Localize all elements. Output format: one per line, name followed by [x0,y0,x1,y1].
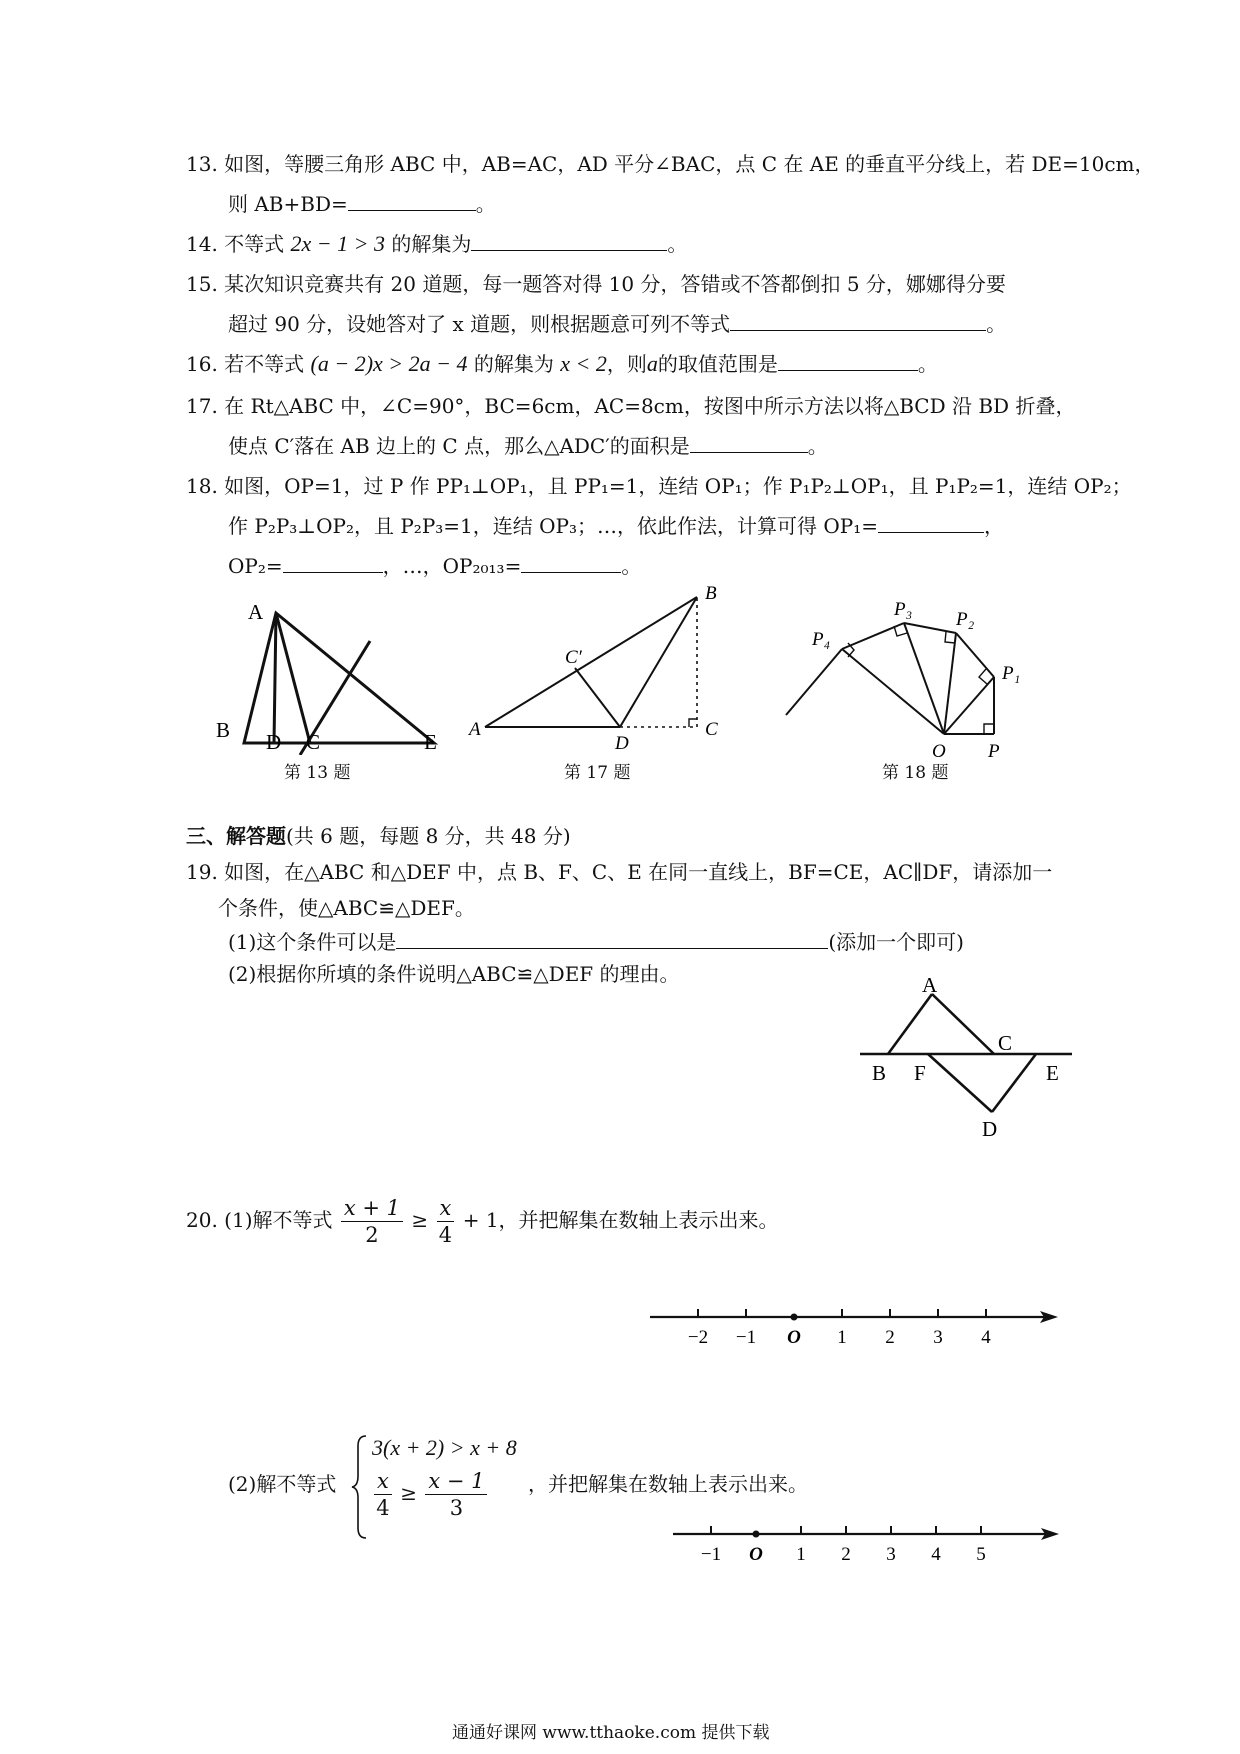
q16-mid2: ，则 [606,352,647,376]
q15-answer-blank[interactable] [730,310,986,331]
fig17-caption: 第 17 题 [564,763,631,783]
q13-text: 则 AB+BD= [228,192,348,216]
q20-frac2-den: 4 [438,1223,453,1247]
q16-expr1: (a − 2)x > 2a − 4 [310,351,468,376]
q16-answer-blank[interactable] [778,350,918,371]
q19-line2: 个条件，使△ABC≌△DEF。 [218,896,475,920]
number-line-1-tick-label: 3 [933,1327,943,1348]
number-line-1-tick-label: 4 [981,1327,991,1348]
section3-desc: (共 6 题，每题 8 分，共 48 分) [286,824,571,848]
fig18-segment-op2 [944,633,956,734]
q19-part1-text: (1)这个条件可以是 [228,930,397,954]
number-line-1-tick-label: 2 [885,1327,895,1348]
number-line-1 [640,1305,1060,1355]
q18-end: 。 [621,554,642,578]
q18-op2013-label: ，…，OP₂₀₁₃= [382,554,522,578]
q15-end: 。 [986,312,1007,336]
q13-end: 。 [475,192,496,216]
q20-frac2 [437,1195,455,1248]
q16-expr2: x < 2 [560,351,607,376]
fig13-label-e: E [424,730,437,754]
q19-part1-end: (添加一个即可) [828,930,964,954]
q20-frac2-num: x [437,1195,455,1222]
fig13-caption: 第 13 题 [284,763,351,783]
q14-pre: 14. 不等式 [186,232,285,256]
q20-part1-pre: 20. (1)解不等式 [186,1208,333,1232]
q20-plus-one: + 1 [462,1208,499,1232]
fig17-segment-c-prime-d [575,668,620,727]
q19-part1 [228,928,964,956]
q20-frac1-den: 2 [365,1223,379,1247]
fig17-segment-ab [485,597,697,727]
q20-system-brace [350,1432,370,1542]
number-line-2-tick-label: O [749,1544,763,1565]
number-line-1-tick-label: O [787,1327,801,1348]
q18-op2-blank[interactable] [283,552,383,573]
number-line-2-tick-label: −1 [700,1544,722,1565]
number-line-1-tick-label: −2 [687,1327,709,1348]
fig19-label-e: E [1046,1061,1059,1085]
fig13-label-d: D [266,730,282,754]
fig17-label-d: D [615,733,629,754]
q16-pre: 16. 若不等式 [186,352,305,376]
q20-frac1 [341,1195,403,1248]
q15-line2 [228,310,1006,338]
q20-sys-frac2-den: 3 [449,1496,464,1520]
q14-answer-blank[interactable] [471,230,667,251]
fig19-segment-de [992,1054,1036,1112]
q18-op1-blank[interactable] [878,512,984,533]
fig18-right-angle-p [984,724,994,734]
fig19-segment-fd [928,1054,992,1112]
number-line-2-tick-label: 1 [796,1544,806,1565]
fig18-segment-p2p3 [904,623,956,633]
figure-19 [858,978,1078,1148]
fig18-label-p4: P₄ [812,629,831,650]
q16-line [186,350,938,378]
q14-line [186,230,687,258]
number-line-1-origin-dot [791,1314,798,1321]
q20-sys-ge: ≥ [400,1481,417,1505]
q19-part2: (2)根据你所填的条件说明△ABC≌△DEF 的理由。 [228,962,680,986]
fig19-label-f: F [914,1061,926,1085]
number-line-2-origin-dot [753,1531,760,1538]
fig17-segment-bd [620,597,697,727]
figure-17 [465,585,735,755]
q20-part1 [186,1190,779,1250]
fig17-label-c-prime: C′ [565,647,582,668]
fig19-segment-ac [932,994,994,1054]
q14-post: 的解集为 [391,232,472,256]
fig19-label-b: B [872,1061,887,1085]
fig18-segment-next [786,649,842,715]
fig17-right-angle-mark [689,719,697,727]
q20-system-line2 [372,1468,489,1521]
q19-condition-blank[interactable] [396,928,828,949]
q14-expr: 2x − 1 > 3 [290,231,385,256]
q18-text: 作 P₂P₃⊥OP₂，且 P₂P₃=1，连结 OP₃；…，依此作法，计算可得 OP₁= [228,514,878,538]
fig19-segment-ba [888,994,932,1054]
fig18-caption: 第 18 题 [882,763,949,783]
q16-mid: 的解集为 [473,352,554,376]
fig17-label-b: B [705,585,717,604]
number-line-1-tick-label: 1 [837,1327,847,1348]
figure-18 [780,595,1060,760]
q16-end: 。 [917,352,938,376]
fig13-triangle-abe [244,613,434,743]
fig17-label-c: C [705,719,718,740]
q20-frac1-num: x + 1 [341,1195,403,1222]
q13-answer-blank[interactable] [348,190,476,211]
fig18-label-o: O [932,741,946,760]
fig18-segment-p1p2 [956,633,994,677]
q20-ge: ≥ [411,1208,429,1232]
number-line-1-tick-label: −1 [735,1327,757,1348]
q18-line1: 18. 如图，OP=1，过 P 作 PP₁⊥OP₁，且 PP₁=1，连结 OP₁；作 P₁P₂⊥OP₁，且 P₁P₂=1，连结 OP₂； [186,474,1132,498]
q13-line1: 13. 如图，等腰三角形 ABC 中，AB=AC，AD 平分∠BAC，点 C 在 AE 的垂直平分线上，若 DE=10cm， [186,152,1155,176]
number-line-2-tick-label: 2 [841,1544,851,1565]
q19-line1: 19. 如图，在△ABC 和△DEF 中，点 B、F、C、E 在同一直线上，BF=CE，AC∥DF，请添加一 [186,860,1053,884]
fig13-segment-ad [274,613,276,743]
fig19-label-a: A [922,978,938,997]
fig18-label-p1: P₁ [1002,663,1021,684]
fig13-segment-ac [276,613,310,743]
q17-answer-blank[interactable] [690,432,808,453]
q17-line1: 17. 在 Rt△ABC 中，∠C=90°，BC=6cm，AC=8cm，按图中所示方法以将△BCD 沿 BD 折叠， [186,394,1076,418]
fig18-segment-op1 [944,677,994,734]
q20-sys-frac1-num: x [374,1468,392,1495]
q20-part1-post: ，并把解集在数轴上表示出来。 [498,1208,779,1232]
q20-sys-frac1 [374,1468,392,1521]
fig18-label-p3: P₃ [894,599,913,620]
q20-part2-post: ，并把解集在数轴上表示出来。 [528,1472,808,1496]
q20-sys-frac2-num: x − 1 [425,1468,487,1495]
fig19-label-c: C [998,1031,1013,1055]
q20-part2-pre: (2)解不等式 [228,1472,337,1496]
q17-line2 [228,432,828,460]
fig13-label-c: C [306,730,321,754]
fig17-label-a: A [469,719,481,740]
q20-sys-frac2 [425,1468,487,1521]
q20-sys-frac1-den: 4 [376,1496,390,1520]
number-line-2-tick-label: 4 [931,1544,941,1565]
q18-op2-label: OP₂= [228,554,283,578]
q17-end: 。 [807,434,828,458]
section3-header [186,822,571,850]
fig18-label-p: P [988,741,1000,760]
q18-comma: ， [984,514,1004,538]
q18-line3 [228,552,641,580]
footer-credit: 通通好课网 www.tthaoke.com 提供下载 [452,1723,770,1743]
fig18-right-angle-p2 [945,632,955,643]
fig13-label-a: A [248,605,264,624]
q16-var: a [646,351,658,376]
fig18-right-angle-p1 [979,669,987,684]
q18-op2013-blank[interactable] [521,552,621,573]
q17-text: 使点 C′落在 AB 边上的 C 点，那么△ADC′的面积是 [228,434,690,458]
q14-end: 。 [667,232,688,256]
figure-13 [210,605,450,755]
q20-system-line1: 3(x + 2) > x + 8 [372,1435,517,1460]
section3-title: 三、解答题 [186,824,286,848]
q13-line2 [228,190,496,218]
number-line-2 [665,1522,1065,1572]
number-line-2-tick-label: 5 [976,1544,986,1565]
number-line-2-tick-label: 3 [886,1544,896,1565]
fig18-label-p2: P₂ [956,609,975,630]
fig19-label-d: D [982,1117,998,1141]
fig13-label-b: B [216,718,231,742]
q16-post: 的取值范围是 [657,352,778,376]
q15-line1: 15. 某次知识竞赛共有 20 道题，每一题答对得 10 分，答错或不答都倒扣 5 分，娜娜得分要 [186,272,1006,296]
q15-text: 超过 90 分，设她答对了 x 道题，则根据题意可列不等式 [228,312,731,336]
q18-line2 [228,512,1004,540]
